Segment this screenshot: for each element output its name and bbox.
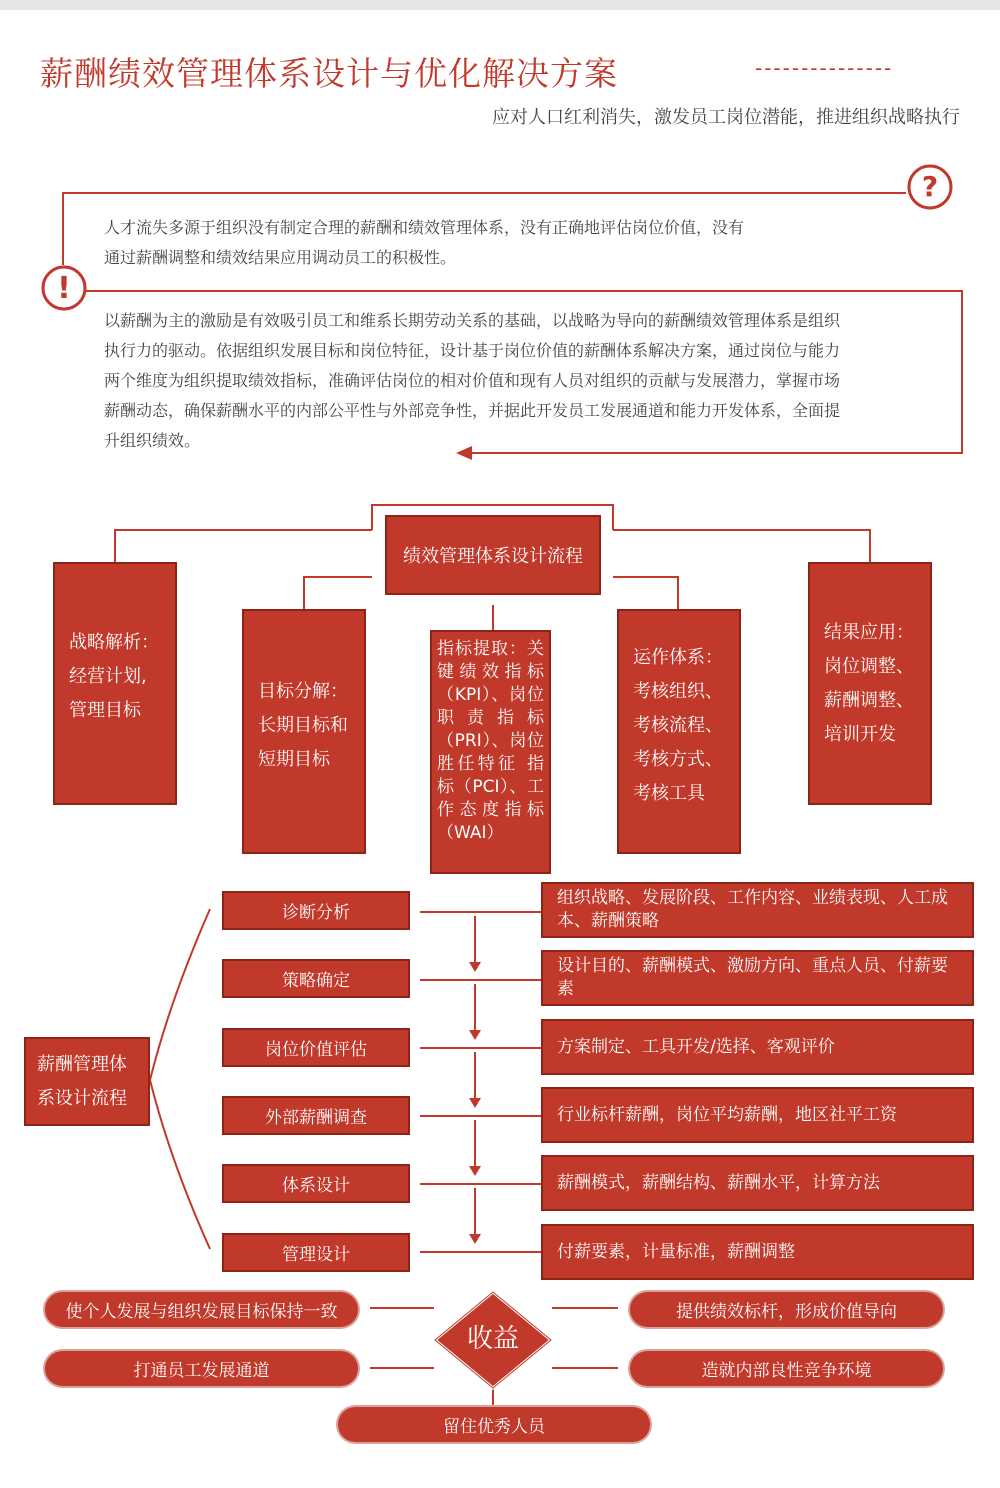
- column-line: 目标分解：: [258, 681, 348, 702]
- column-line: 岗位调整、: [824, 656, 914, 677]
- salary-flow-title: [24, 1037, 150, 1126]
- benefit-item: 造就内部良性竞争环境: [630, 1351, 943, 1386]
- svg-text:!: !: [57, 271, 71, 306]
- column-line: 考核组织、: [633, 681, 723, 702]
- question-mark-icon: [906, 163, 954, 211]
- benefit-item: 打通员工发展通道: [45, 1351, 358, 1386]
- step-job-evaluation: 岗位价值评估: [222, 1028, 410, 1067]
- column-line: 运作体系：: [633, 647, 723, 668]
- column-line: 考核流程、: [633, 715, 723, 736]
- step-description: 付薪要素，计量标准，薪酬调整: [541, 1224, 974, 1280]
- flow-column-strategy: [53, 562, 177, 805]
- benefit-item: 提供绩效标杆，形成价值导向: [630, 1292, 943, 1327]
- problem-line: 人才流失多源于组织没有制定合理的薪酬和绩效管理体系，没有正确地评估岗位价值，没有: [104, 218, 745, 237]
- column-line: 培训开发: [824, 724, 896, 745]
- column-line: 考核方式、: [633, 749, 723, 770]
- column-line: 管理目标: [69, 700, 141, 721]
- flow-column-goal-breakdown: [242, 609, 366, 854]
- column-line: 考核工具: [633, 783, 705, 804]
- solution-line: 以薪酬为主的激励是有效吸引员工和维系长期劳动关系的基础，以战略为导向的薪酬绩效管理体系是组织: [104, 311, 841, 330]
- step-strategy: 策略确定: [222, 959, 410, 998]
- step-description: 薪酬模式，薪酬结构、薪酬水平，计算方法: [541, 1155, 974, 1211]
- column-line: 长期目标和: [258, 715, 348, 736]
- step-external-survey: 外部薪酬调查: [222, 1096, 410, 1135]
- step-system-design: 体系设计: [222, 1164, 410, 1203]
- salary-flow-title-line: 系设计流程: [37, 1087, 127, 1109]
- problem-line: 通过薪酬调整和绩效结果应用调动员工的积极性。: [104, 248, 457, 267]
- title-dash-decoration: ---------------: [755, 56, 894, 80]
- solution-paragraph: [104, 306, 840, 456]
- solution-line: 执行力的驱动。依据组织发展目标和岗位特征，设计基于岗位价值的薪酬体系解决方案，通过岗位与能力: [104, 341, 841, 360]
- exclamation-icon: [40, 264, 88, 312]
- svg-text:?: ?: [921, 170, 939, 203]
- benefit-item: 使个人发展与组织发展目标保持一致: [45, 1292, 358, 1327]
- column-line: 短期目标: [258, 749, 330, 770]
- flow-column-result-application: [808, 562, 932, 805]
- step-description: 行业标杆薪酬，岗位平均薪酬，地区社平工资: [541, 1087, 974, 1143]
- salary-flow-title-line: 薪酬管理体: [37, 1053, 127, 1075]
- column-line: 经营计划,: [69, 666, 147, 687]
- step-description: 设计目的、薪酬模式、激励方向、重点人员、付薪要素: [541, 950, 974, 1006]
- performance-flow-title: 绩效管理体系设计流程: [385, 515, 601, 595]
- step-management-design: 管理设计: [222, 1233, 410, 1272]
- page-title: 薪酬绩效管理体系设计与优化解决方案: [40, 54, 618, 93]
- page-subtitle: 应对人口红利消失，激发员工岗位潜能，推进组织战略执行: [492, 107, 960, 128]
- flow-column-operation: [617, 609, 741, 854]
- column-line: 薪酬调整、: [824, 690, 914, 711]
- solution-line: 两个维度为组织提取绩效指标，准确评估岗位的相对价值和现有人员对组织的贡献与发展潜力，掌握市场: [104, 371, 841, 390]
- step-description: 组织战略、发展阶段、工作内容、业绩表现、人工成本、薪酬策略: [541, 882, 974, 938]
- benefit-center-label: 收益: [466, 1324, 519, 1354]
- column-line: 战略解析：: [69, 632, 159, 653]
- step-description: 方案制定、工具开发/选择、客观评价: [541, 1019, 974, 1075]
- flow-column-indicators: 指标提取：关键绩效指标（KPI）、岗位职责指标（PRI）、岗位胜任特征 指 标（PCI）、工作态度指标（WAI）: [430, 630, 551, 874]
- column-line: 结果应用：: [824, 622, 914, 643]
- solution-line: 薪酬动态，确保薪酬水平的内部公平性与外部竞争性，并据此开发员工发展通道和能力开发体系，全面提: [104, 401, 841, 420]
- benefit-item: 留住优秀人员: [338, 1407, 650, 1442]
- step-diagnosis: 诊断分析: [222, 891, 410, 930]
- solution-line: 升组织绩效。: [104, 431, 201, 450]
- problem-paragraph: [104, 213, 744, 273]
